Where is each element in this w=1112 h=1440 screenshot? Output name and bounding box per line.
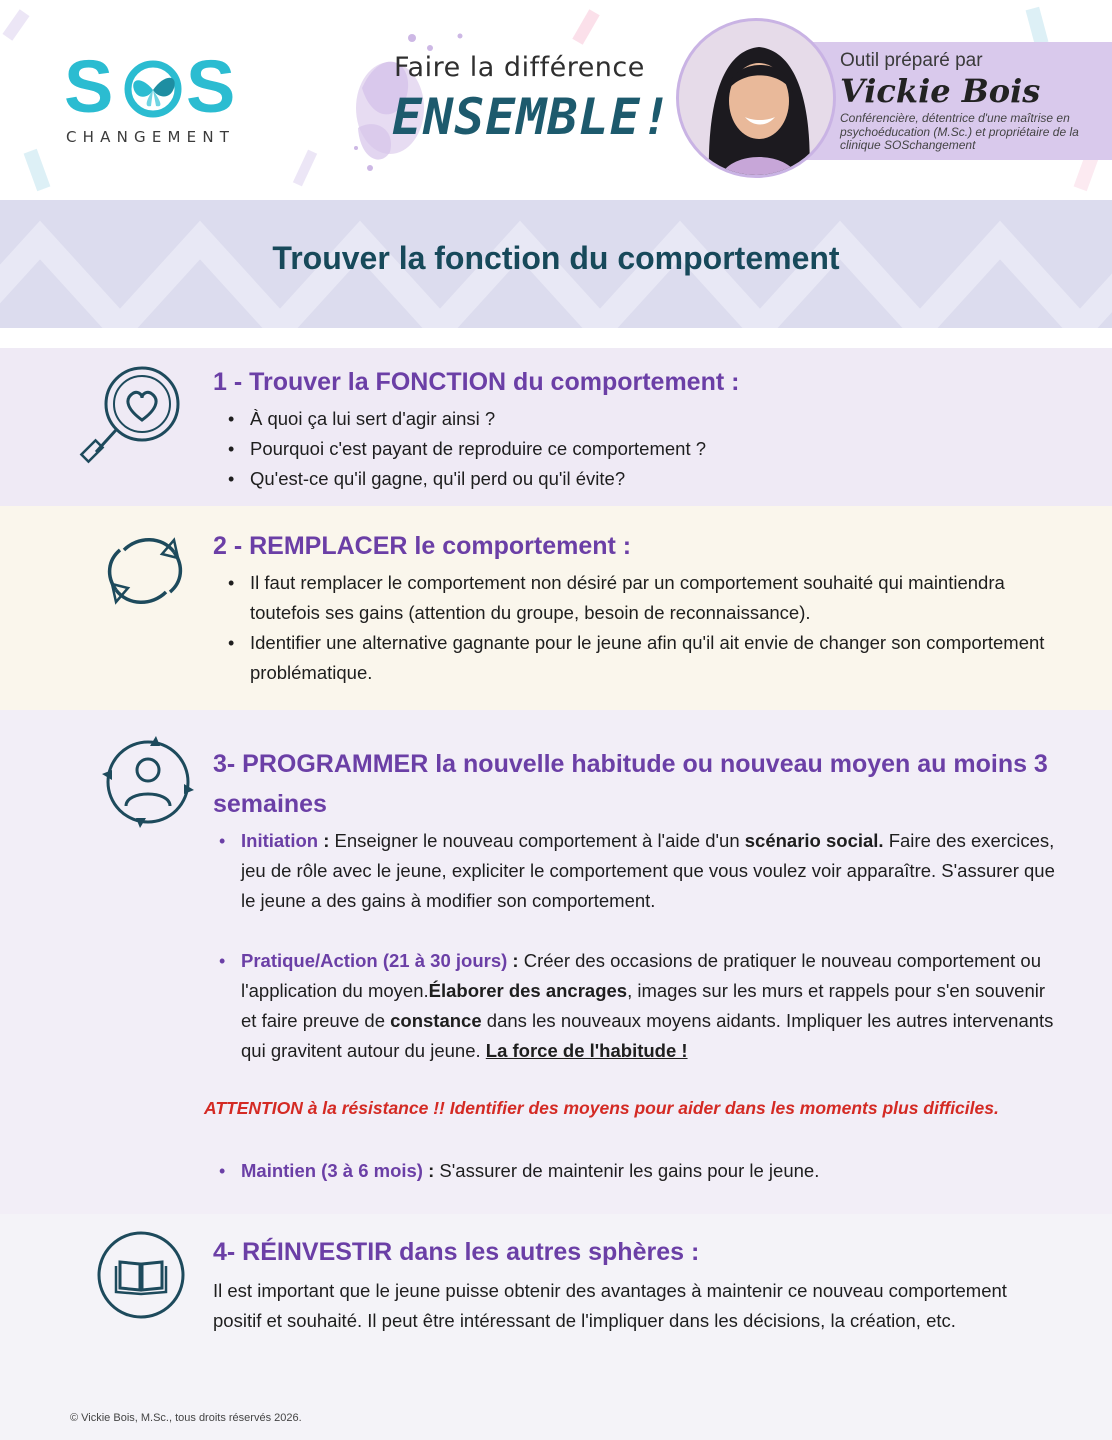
slogan-line-1: Faire la différence <box>394 52 645 83</box>
list-item-maintien <box>241 1156 1056 1186</box>
bullet-list <box>250 568 1050 688</box>
author-photo <box>676 18 836 178</box>
section-fonction <box>0 348 1112 506</box>
bullet-list <box>241 1156 1056 1186</box>
logo-letter: S <box>186 45 238 128</box>
maintien-label: Maintien (3 à 6 mois) <box>241 1160 423 1181</box>
pratique-label: Pratique/Action (21 à 30 jours) <box>241 950 508 971</box>
section-title: 3- PROGRAMMER la nouvelle habitude ou nouveau moyen au moins 3 semaines <box>213 750 1048 818</box>
section-title: 1 - Trouver la FONCTION du comportement : <box>213 368 740 396</box>
separator: : <box>422 1160 440 1181</box>
pratique-emphasis: La force de l'habitude ! <box>485 1040 688 1061</box>
page-header <box>0 0 1112 200</box>
attention-note: ATTENTION à la résistance !! Identifier des moyens pour aider dans les moments plus difficiles. <box>204 1098 999 1118</box>
pratique-emphasis: Élaborer des ancrages <box>428 980 628 1001</box>
page-title: Trouver la fonction du comportement <box>272 240 840 276</box>
author-description: Conférencière, détentrice d'une maîtrise en psychoéducation (M.Sc.) et propriétaire de la clinique SOSchangement <box>840 111 1079 152</box>
section-paragraph: Il est important que le jeune puisse obtenir des avantages à maintenir ce nouveau comportement positif et souhaité. Il peut être intéressant de l'impliquer dans les décisions, la création, etc. <box>213 1280 1007 1331</box>
initiation-label: Initiation <box>241 830 319 851</box>
bullet-list <box>250 404 1070 494</box>
refresh-cycle-icon <box>104 530 186 612</box>
author-name: Vickie Bois <box>840 72 1041 110</box>
slogan-block <box>350 28 670 178</box>
bullet-list <box>241 826 1056 916</box>
initiation-text: Enseigner le nouveau comportement à l'aide d'un <box>334 830 745 851</box>
list-item: • À quoi ça lui sert d'agir ainsi ? <box>250 404 1070 434</box>
list-item: • Pourquoi c'est payant de reproduire ce comportement ? <box>250 434 1070 464</box>
section-remplacer <box>0 506 1112 710</box>
logo-subtitle: CHANGEMENT <box>66 128 236 146</box>
pratique-text: Créer des occasions de pratiquer le nouveau comportement ou l'application du moyen. <box>241 950 1041 1001</box>
initiation-emphasis: scénario social. <box>744 830 884 851</box>
logo-letter: S <box>64 45 116 128</box>
maintien-text: S'assurer de maintenir les gains pour le jeune. <box>439 1160 820 1181</box>
list-item-pratique <box>241 946 1056 1066</box>
open-book-icon <box>96 1230 186 1320</box>
list-item-initiation <box>241 826 1056 916</box>
copyright-footer: © Vickie Bois, M.Sc., tous droits réservés 2026. <box>70 1412 302 1424</box>
list-item: • Qu'est-ce qu'il gagne, qu'il perd ou qu'il évite? <box>250 464 1070 494</box>
section-reinvestir <box>0 1214 1112 1440</box>
title-band <box>0 200 1112 328</box>
separator: : <box>507 950 524 971</box>
sos-changement-logo <box>62 45 262 158</box>
magnifier-heart-icon <box>78 362 184 468</box>
section-title: 2 - REMPLACER le comportement : <box>213 532 632 560</box>
initiation-text: Faire des exercices, jeu de rôle avec le jeune, expliciter le comportement que vous voulez voir apparaître. S'assurer que le jeune a des gains à modifier son comportement. <box>241 830 1055 911</box>
section-title: 4- RÉINVESTIR dans les autres sphères : <box>213 1238 700 1266</box>
separator: : <box>318 830 335 851</box>
pratique-emphasis: constance <box>390 1010 482 1031</box>
slogan-line-2: ENSEMBLE! <box>392 88 672 146</box>
portrait-illustration <box>679 21 836 178</box>
pratique-text: dans les nouveaux moyens aidants. Impliquer les autres intervenants qui gravitent autour du jeune. <box>241 1010 1054 1061</box>
section-programmer <box>0 710 1112 1214</box>
list-item: • Il faut remplacer le comportement non désiré par un comportement souhaité qui maintiendra toutefois ses gains (attention du groupe, besoin de reconnaissance). <box>250 568 1050 628</box>
pratique-text: , images sur les murs et rappels pour s'en souvenir et faire preuve de <box>241 980 1046 1031</box>
list-item: • Identifier une alternative gagnante pour le jeune afin qu'il ait envie de changer son comportement problématique. <box>250 628 1050 688</box>
butterfly-icon <box>122 56 184 118</box>
bullet-list <box>241 946 1056 1066</box>
person-cycle-icon <box>100 734 196 830</box>
author-prepared-by: Outil préparé par <box>840 50 983 71</box>
